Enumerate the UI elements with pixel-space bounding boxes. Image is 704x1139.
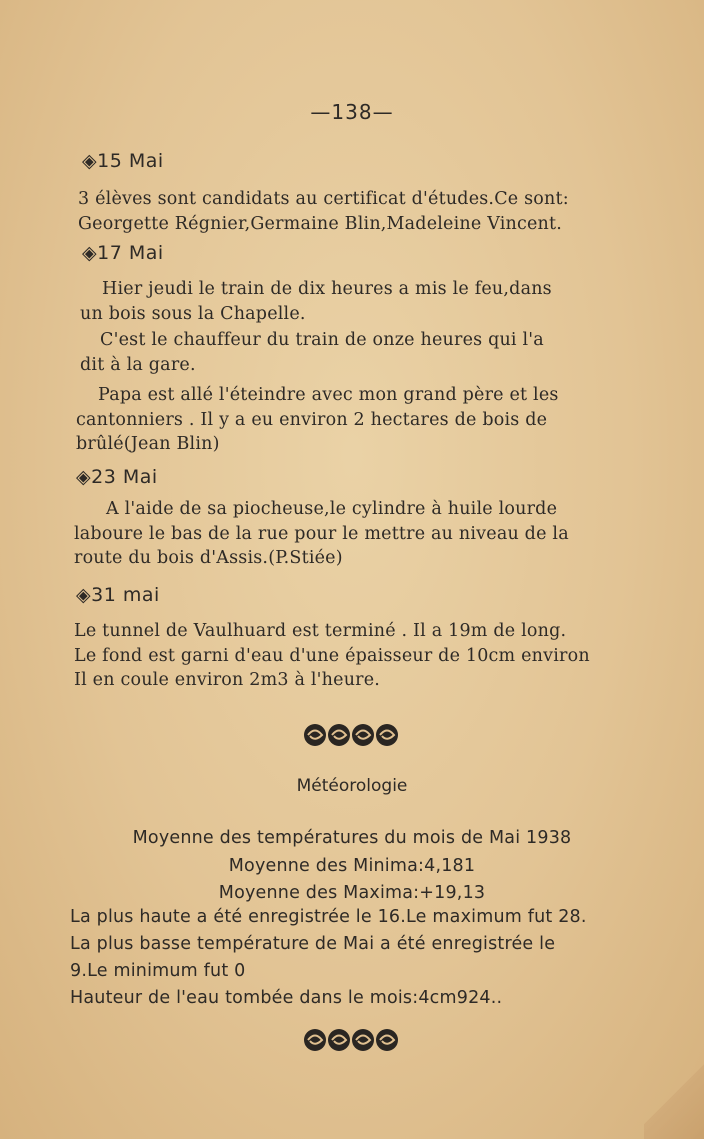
entry-text: Hier jeudi le train de dix heures a mis le feu,dans un bois sous la Chapelle.: [80, 279, 552, 324]
meteo-title: Météorologie: [296, 776, 408, 796]
meteo-line: La plus haute a été enregistrée le 16.Le maximum fut 28.: [70, 907, 587, 927]
section-ornament: [0, 1027, 704, 1057]
meteo-line: 9.Le minimum fut 0: [70, 961, 246, 981]
entry-date-17-mai: ◈17 Mai: [82, 242, 164, 264]
meteo-line: Moyenne des Minima:4,181: [228, 856, 476, 876]
section-ornament: [0, 722, 704, 752]
page-corner-fold: [644, 1049, 704, 1139]
entry-text: C'est le chauffeur du train de onze heures qui l'a dit à la gare.: [80, 330, 544, 375]
entry-text: Papa est allé l'éteindre avec mon grand père et les cantonniers . Il y a eu environ 2 hectares de bois de brûlé(Jean Blin): [76, 385, 559, 454]
page-number: —138—: [310, 100, 394, 124]
swirl-ornament-icon: [302, 1027, 402, 1053]
entry-date-15-mai: ◈15 Mai: [82, 150, 164, 172]
entry-date-23-mai: ◈23 Mai: [76, 466, 158, 488]
entry-text: Le tunnel de Vaulhuard est terminé . Il a 19m de long. Le fond est garni d'eau d'une épaisseur de 10cm environ Il en coule environ 2m3 à l'heure.: [74, 621, 590, 690]
meteo-line: Hauteur de l'eau tombée dans le mois:4cm924..: [70, 988, 503, 1008]
meteo-line: La plus basse température de Mai a été enregistrée le: [70, 934, 556, 954]
meteo-line: Moyenne des Maxima:+19,13: [218, 883, 486, 903]
meteo-line: Moyenne des températures du mois de Mai 1938: [132, 828, 572, 848]
entry-date-31-mai: ◈31 mai: [76, 584, 160, 606]
entry-text: 3 élèves sont candidats au certificat d'études.Ce sont: Georgette Régnier,Germaine Blin,Madeleine Vincent.: [78, 189, 569, 234]
swirl-ornament-icon: [302, 722, 402, 748]
entry-text: A l'aide de sa piocheuse,le cylindre à huile lourde laboure le bas de la rue pour le mettre au niveau de la route du bois d'Assis.(P.Stiée): [74, 499, 569, 568]
